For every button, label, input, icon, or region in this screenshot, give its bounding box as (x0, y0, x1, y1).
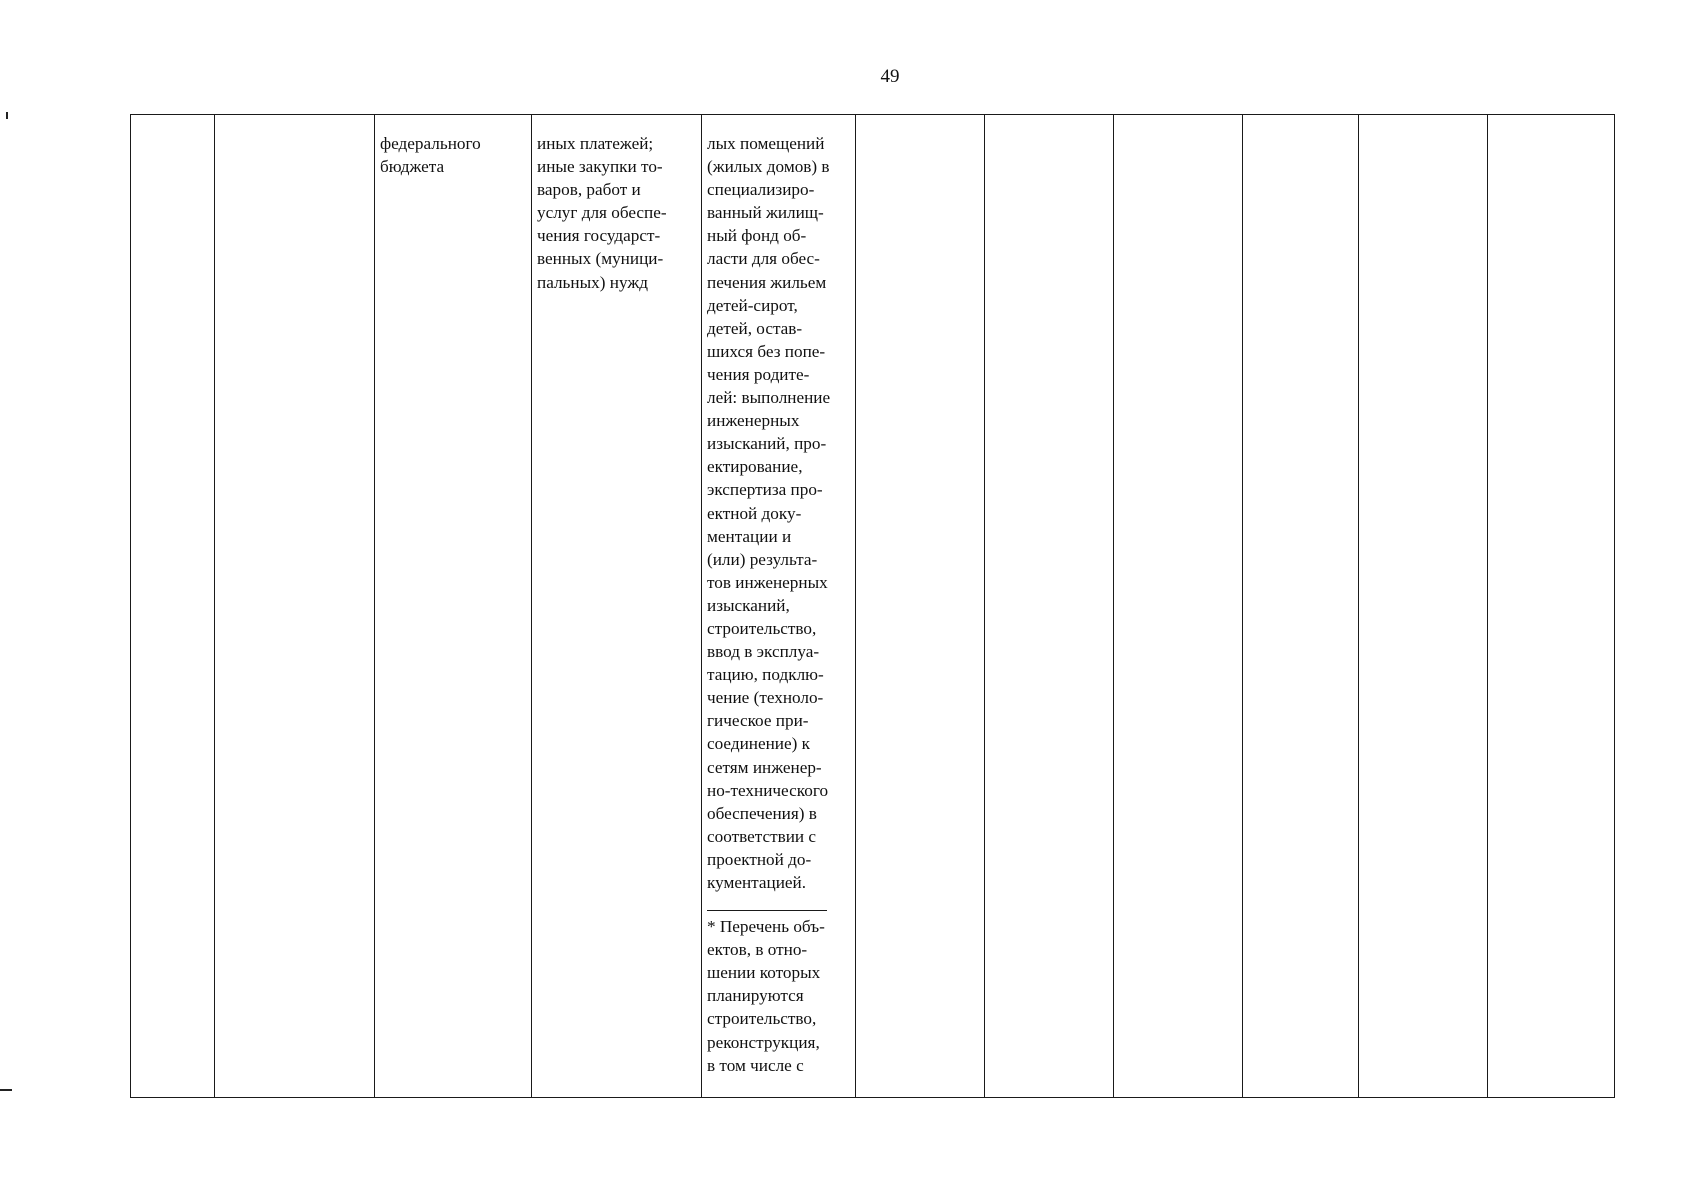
page-number: 49 (880, 66, 900, 87)
table-cell-col-9 (1243, 115, 1359, 1098)
footnote-rule (707, 910, 827, 911)
table-cell-col-5 (702, 115, 856, 1098)
table-row (131, 115, 1615, 1098)
table-cell-col-3 (375, 115, 532, 1098)
footnote-text: * Перечень объ- ектов, в отно- шении которых планируются строительство, реконструкция, в том числе с (707, 917, 825, 1075)
table-cell-col-4 (532, 115, 702, 1098)
scan-mark-bottom (0, 1089, 12, 1091)
funding-source-text: федерального бюджета (380, 134, 481, 177)
table-cell-col-10 (1359, 115, 1488, 1098)
table-cell-col-11 (1488, 115, 1615, 1098)
measure-description-text: лых помещений (жилых домов) в специализиро- ванный жилищ- ный фонд об- ласти для обес- печения жильем детей-сирот, детей, остав- шихся без попе- чения родите- лей: выполнение инженерных изысканий, про- ектирование, экспертиза про- ектной доку- ментации и (или) результа- тов инженерных изысканий, строительство, ввод в эксплуа- тацию, подклю- чение (техноло- гическое при- соединение) к сетям инженер- но-технического обеспечения) в соответствии с проектной до- кументацией. (707, 134, 831, 892)
table-cell-col-6 (856, 115, 985, 1098)
expense-type-text: иных платежей; иные закупки то- варов, работ и услуг для обеспе- чения государст- венных (муници- пальных) нужд (537, 134, 667, 292)
table-cell-col-2 (215, 115, 375, 1098)
scan-mark-top (6, 112, 8, 119)
document-table (130, 114, 1615, 1098)
table-cell-col-7 (985, 115, 1114, 1098)
table-cell-col-8 (1114, 115, 1243, 1098)
table-cell-col-1 (131, 115, 215, 1098)
